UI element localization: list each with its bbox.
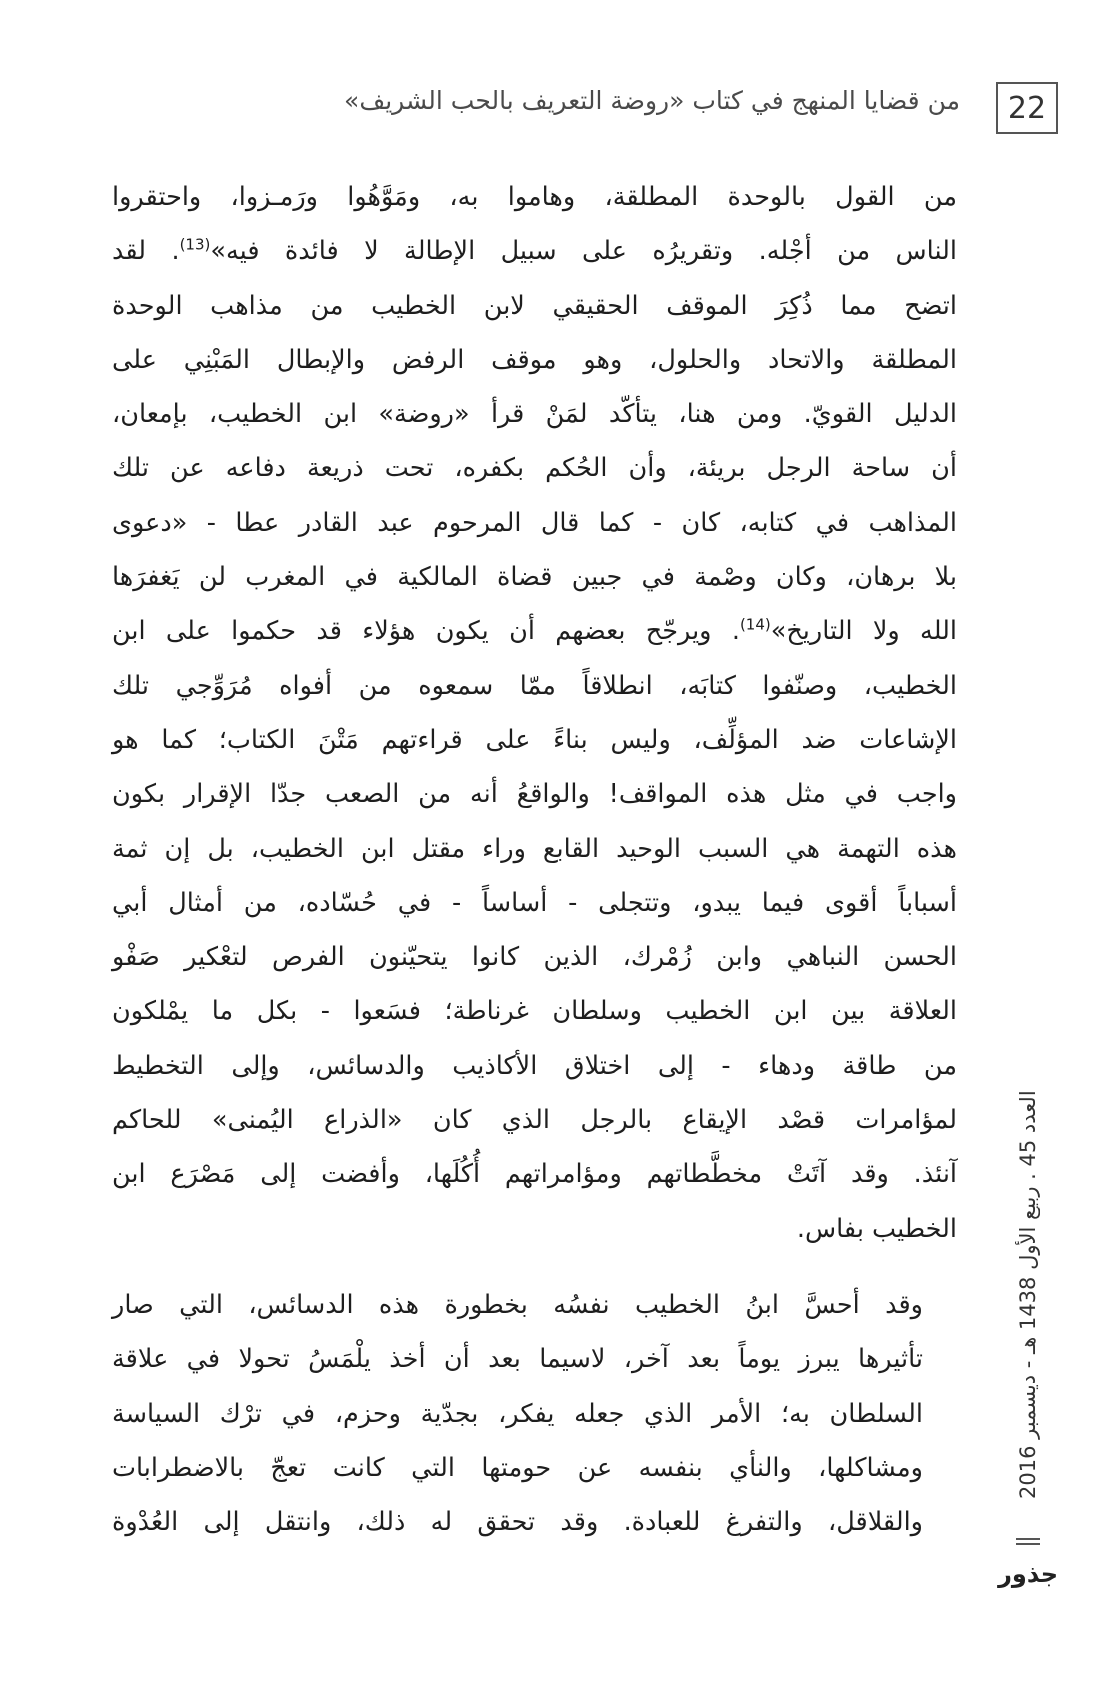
text-line: أسباباً أقوى فيما يبدو، وتتجلى - أساساً - في حُسّاده، من أمثال أبي (112, 887, 957, 918)
text-line: من طاقة ودهاء - إلى اختلاق الأكاذيب والدسائس، وإلى التخطيط (112, 1050, 957, 1081)
text-line: وقد أحسَّ ابنُ الخطيب نفسُه بخطورة هذه الدسائس، التي صار (112, 1289, 923, 1320)
text-line: تأثيرها يبرز يوماً بعد آخر، لاسيما بعد أن أخذ يلْمَسُ تحولا في علاقة (112, 1344, 923, 1375)
text-line: من القول بالوحدة المطلقة، وهاموا به، ومَوَّهُوا ورَمـزوا، واحتقروا (112, 182, 957, 212)
text-line-part: . ويرجّح بعضهم أن يكون هؤلاء قد حكموا على ابن (112, 616, 740, 647)
text-line: الإشاعات ضد المؤلِّف، وليس بناءً على قراءتهم مَتْنَ الكتاب؛ كما هو (112, 724, 957, 755)
text-line (112, 224, 957, 278)
text-line: الخطيب، وصنّفوا كتابَه، انطلاقاً ممّا سمعوه من أفواه مُرَوِّجي تلك (112, 670, 957, 701)
text-line: لمؤامرات قصْد الإيقاع بالرجل الذي كان «الذراع اليُمنى» للحاكم (112, 1105, 957, 1136)
running-title: من قضايا المنهج في كتاب «روضة التعريف بالحب الشريف» (344, 86, 960, 115)
text-line-part: الله ولا التاريخ» (770, 616, 958, 647)
footnote-ref-14[interactable]: (14) (739, 615, 771, 634)
text-line: السلطان به؛ الأمر الذي جعله يفكر، بجدّية وحزم، في ترْك السياسة (112, 1398, 923, 1429)
text-line: واجب في مثل هذه المواقف! والواقعُ أنه من الصعب جدّا الإقرار بكون (112, 779, 957, 810)
text-line: الحسن النباهي وابن زُمْرك، الذين كانوا يتحيّنون الفرص لتعْكير صَفْو (112, 942, 957, 973)
text-line-part: الناس من أجْله. وتقريرُه على سبيل الإطالة لا فائدة فيه» (210, 236, 958, 267)
footnote-ref-13[interactable]: (13) (179, 235, 211, 254)
text-line: اتضح مما ذُكِرَ الموقف الحقيقي لابن الخطيب من مذاهب الوحدة (112, 290, 957, 321)
paragraph-1 (112, 170, 957, 1256)
journal-logo: جذور (998, 1560, 1058, 1588)
text-line: الدليل القويّ. ومن هنا، يتأكّد لمَنْ قرأ «روضة» ابن الخطيب، بإمعان، (112, 399, 957, 430)
text-line (112, 604, 957, 658)
page-header (70, 72, 1060, 130)
text-line: العلاقة بين ابن الخطيب وسلطان غرناطة؛ فسَعوا - بكل ما يمْلكون (112, 996, 957, 1027)
text-line: المذاهب في كتابه، كان - كما قال المرحوم عبد القادر عطا - «دعوى (112, 507, 957, 538)
divider (1016, 1538, 1040, 1545)
text-line-part: . لقد (112, 236, 180, 267)
text-line: آنئذ. وقد آتَتْ مخطَّطاتهم ومؤامراتهم أُكُلَها، وأفضت إلى مَصْرَع ابن (112, 1159, 957, 1190)
text-line: والقلاقل، والتفرغ للعبادة. وقد تحقق له ذلك، وانتقل إلى العُدْوة (112, 1507, 923, 1538)
paragraph-2 (112, 1278, 957, 1549)
text-line: الخطيب بفاس. (796, 1213, 957, 1244)
issue-info: العدد 45 . ربيع الأول 1438 هـ - ديسمبر 2016 (1016, 1090, 1040, 1500)
text-line: المطلقة والاتحاد والحلول، وهو موقف الرفض والإبطال المَبْنِي على (112, 344, 957, 375)
text-line: بلا برهان، وكان وصْمة في جبين قضاة المالكية في المغرب لن يَغفرَها (112, 562, 957, 593)
article-body (112, 170, 957, 1549)
text-line: ومشاكلها، والنأي بنفسه عن حومتها التي كانت تعجّ بالاضطرابات (112, 1452, 923, 1483)
side-strip (998, 1060, 1058, 1620)
page-number: 22 (996, 82, 1058, 134)
text-line: أن ساحة الرجل بريئة، وأن الحُكم بكفره، تحت ذريعة دفاعه عن تلك (112, 453, 957, 484)
text-line: هذه التهمة هي السبب الوحيد القابع وراء مقتل ابن الخطيب، بل إن ثمة (112, 833, 957, 864)
